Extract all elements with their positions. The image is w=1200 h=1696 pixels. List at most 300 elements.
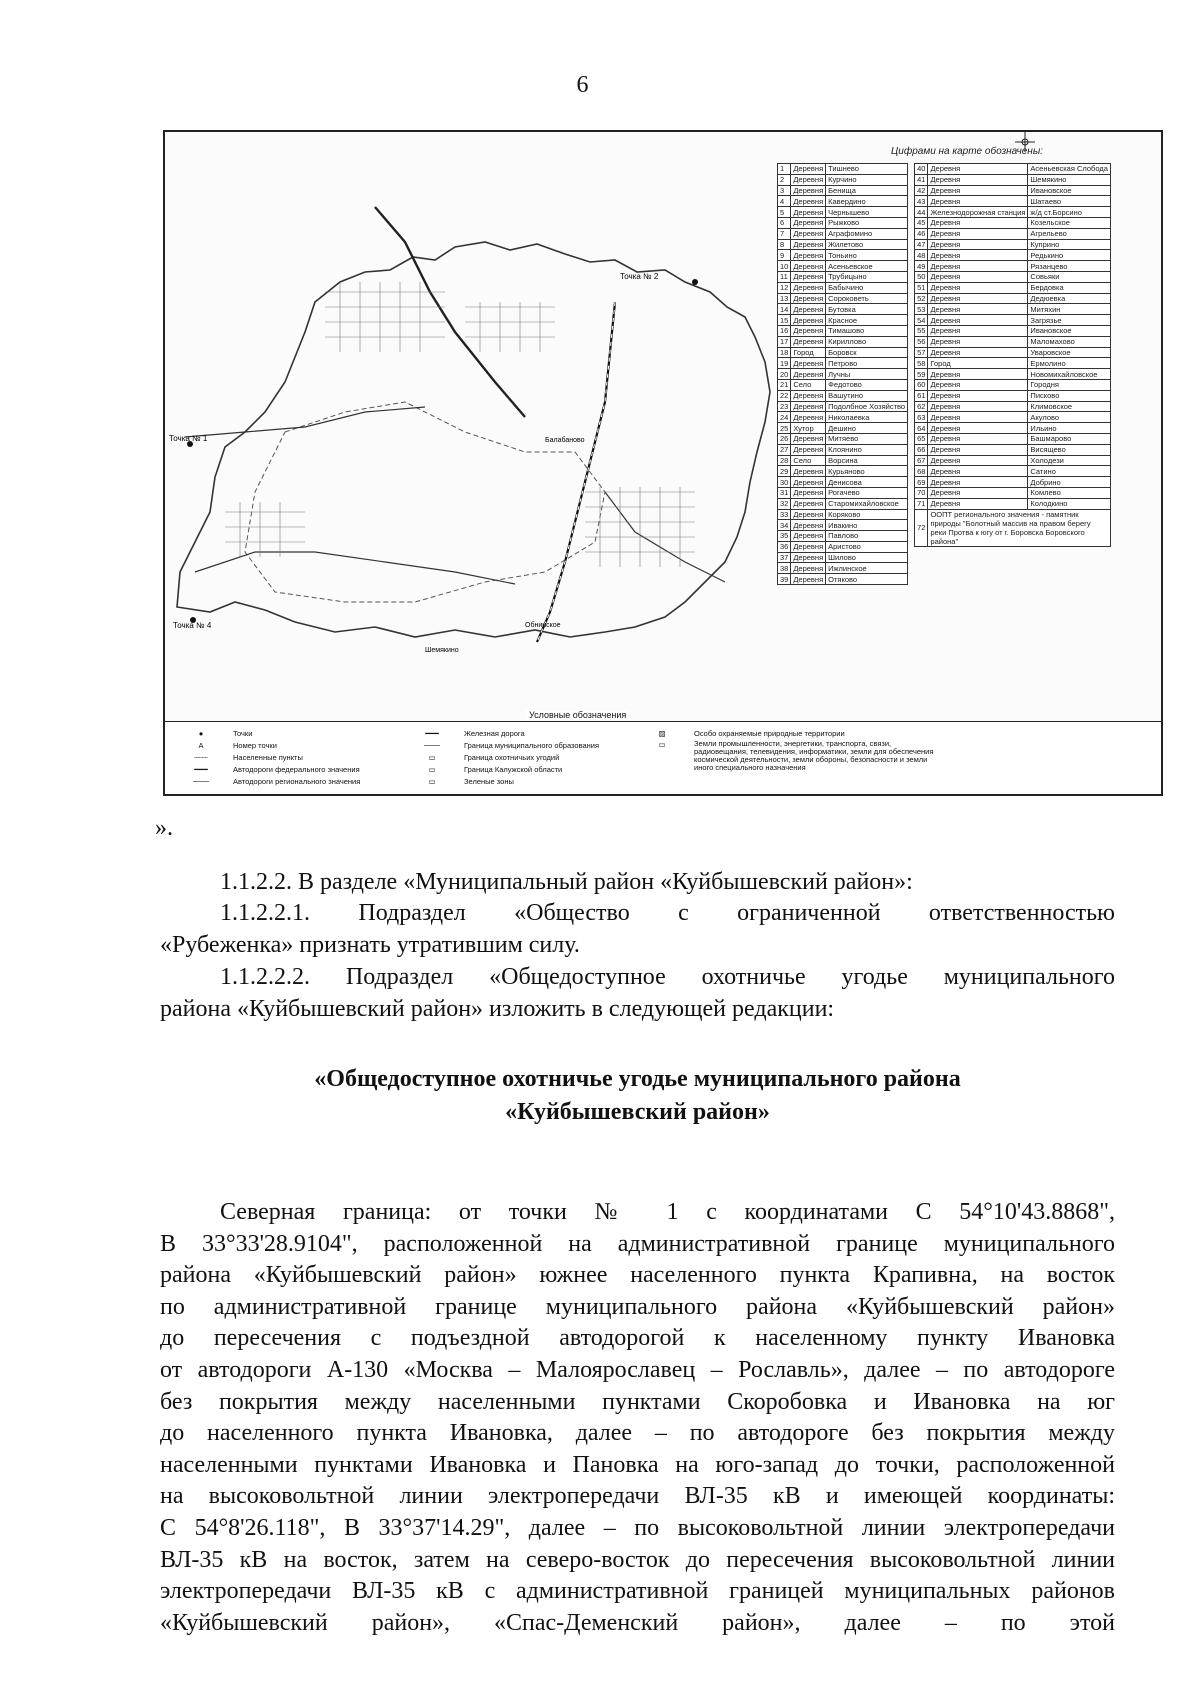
legend-cell: Ижлинское [826, 563, 908, 574]
section-heading-line-2: «Куйбышевский район» [505, 1099, 770, 1125]
legend-row [778, 358, 908, 369]
town-label: Балабаново [545, 437, 585, 444]
legend-cell: 23 [778, 401, 791, 412]
hunting-boundary [245, 402, 605, 602]
legend-cell: Тимашово [826, 325, 908, 336]
legend-row [915, 239, 1111, 250]
legend-cell: Колодкино [1028, 498, 1110, 509]
paragraph-line: от автодороги А-130 «Москва – Малоярославец – Рославль», далее – по автодороге [160, 1357, 1115, 1383]
legend-cell: Агрельево [1028, 228, 1110, 239]
legend-cell: 39 [778, 574, 791, 585]
legend-cell: Деревня [791, 401, 826, 412]
legend-row [915, 412, 1111, 423]
legend-cell: Загрязье [1028, 315, 1110, 326]
legend-row [778, 164, 908, 175]
legend-cell: Деревня [791, 304, 826, 315]
legend-cell: Деревня [928, 347, 1028, 358]
paragraph-line: электропередачи ВЛ-35 кВ с административной границей муниципальных районов [160, 1578, 1115, 1605]
legend-row [915, 304, 1111, 315]
legend-cell: 32 [778, 498, 791, 509]
legend-cell: 22 [778, 390, 791, 401]
legend-cell: Шемякино [1028, 174, 1110, 185]
legend-cell: 17 [778, 336, 791, 347]
legend-cell: Климовское [1028, 401, 1110, 412]
legend-cell: 40 [915, 164, 928, 175]
legend-row [778, 336, 908, 347]
legend-cell: Деревня [928, 250, 1028, 261]
key-label: Населенные пункты [233, 753, 303, 762]
places-table-left [777, 163, 908, 585]
legend-cell: Деревня [928, 217, 1028, 228]
legend-row [778, 509, 908, 520]
legend-row [778, 487, 908, 498]
paragraph-line: населенными пунктами Ивановка и Пановка на юго-запад до точки, расположенной [160, 1451, 1115, 1478]
legend-cell: Деревня [928, 185, 1028, 196]
legend-cell: Аристово [826, 541, 908, 552]
region-border-icon: ▭ [428, 765, 436, 774]
legend-cell: Тишнево [826, 164, 908, 175]
legend-cell: 33 [778, 509, 791, 520]
legend-row [778, 563, 908, 574]
map-key-col-2 [410, 728, 599, 788]
legend-cell: 6 [778, 217, 791, 228]
legend-cell: Деревня [791, 498, 826, 509]
legend-cell: Аграфомино [826, 228, 908, 239]
legend-cell: Бердовка [1028, 282, 1110, 293]
legend-row [915, 228, 1111, 239]
legend-cell: Деревня [791, 574, 826, 585]
district-boundary [177, 242, 770, 637]
legend-row [915, 271, 1111, 282]
legend-cell: Деревня [791, 336, 826, 347]
map-figure [163, 130, 1163, 796]
legend-row [778, 390, 908, 401]
legend-cell: 7 [778, 228, 791, 239]
legend-cell: 31 [778, 487, 791, 498]
legend-cell: Деревня [791, 325, 826, 336]
legend-cell: Деревня [791, 261, 826, 272]
legend-row [778, 401, 908, 412]
legend-cell: Деревня [928, 477, 1028, 488]
legend-cell: 41 [915, 174, 928, 185]
legend-cell: Николаевка [826, 412, 908, 423]
legend-cell: Деревня [791, 466, 826, 477]
legend-cell: Деревня [791, 369, 826, 380]
legend-cell: 64 [915, 423, 928, 434]
legend-cell: 12 [778, 282, 791, 293]
legend-cell: Деревня [791, 390, 826, 401]
paragraph-1: 1.1.2.2. В разделе «Муниципальный район «Куйбышевский район»: [220, 869, 913, 895]
legend-cell: Подолбное Хозяйство [826, 401, 908, 412]
key-label: Номер точки [233, 741, 277, 750]
legend-cell: 34 [778, 520, 791, 531]
legend-cell: Совьяки [1028, 271, 1110, 282]
legend-cell: Дешино [826, 423, 908, 434]
legend-cell: 54 [915, 315, 928, 326]
legend-row [778, 477, 908, 488]
legend-row [778, 228, 908, 239]
legend-row [778, 239, 908, 250]
legend-cell: Денисова [826, 477, 908, 488]
legend-title: Цифрами на карте обозначены: [891, 146, 1043, 157]
legend-cell: 45 [915, 217, 928, 228]
key-label: Железная дорога [464, 729, 525, 738]
legend-row [778, 325, 908, 336]
legend-cell: 25 [778, 423, 791, 434]
legend-cell: Бабычино [826, 282, 908, 293]
legend-cell: Курьяново [826, 466, 908, 477]
legend-row [778, 207, 908, 218]
legend-cell: ООПТ регионального значения - памятник природы "Болотный массив на правом берегу реки Протва к югу от г. Боровска Боровского района" [928, 509, 1110, 546]
key-label: Граница муниципального образования [464, 741, 600, 750]
legend-row [778, 293, 908, 304]
legend-row [778, 423, 908, 434]
legend-cell: 8 [778, 239, 791, 250]
legend-cell: Городня [1028, 379, 1110, 390]
legend-cell: Лучны [826, 369, 908, 380]
legend-cell: Отяково [826, 574, 908, 585]
legend-row [915, 164, 1111, 175]
legend-cell: Деревня [791, 412, 826, 423]
point-label: Точка № 1 [169, 434, 208, 443]
legend-row [915, 336, 1111, 347]
legend-cell: Деревня [791, 271, 826, 282]
legend-cell: Деревня [791, 250, 826, 261]
legend-cell: 36 [778, 541, 791, 552]
legend-row [915, 509, 1111, 546]
legend-cell: 1 [778, 164, 791, 175]
legend-cell: 10 [778, 261, 791, 272]
protected-area-icon: ▨ [658, 729, 666, 738]
legend-cell: Ильино [1028, 423, 1110, 434]
point-label: Точка № 2 [620, 272, 659, 281]
legend-row [778, 369, 908, 380]
legend-cell: Деревня [928, 196, 1028, 207]
page-number: 6 [576, 72, 589, 98]
legend-cell: Город [791, 347, 826, 358]
legend-cell: 43 [915, 196, 928, 207]
map-key-col-3 [640, 728, 940, 772]
legend-cell: Холодези [1028, 455, 1110, 466]
legend-cell: Кавердино [826, 196, 908, 207]
point-marker [692, 279, 698, 285]
legend-cell: 13 [778, 293, 791, 304]
federal-road-icon: ━━━ [194, 765, 208, 774]
legend-cell: Деревня [928, 390, 1028, 401]
legend-row [915, 196, 1111, 207]
legend-row [915, 444, 1111, 455]
legend-cell: 24 [778, 412, 791, 423]
legend-cell: 29 [778, 466, 791, 477]
legend-cell: 53 [915, 304, 928, 315]
legend-cell: 60 [915, 379, 928, 390]
legend-cell: 52 [915, 293, 928, 304]
paragraph-3-line-2: района «Куйбышевский район» изложить в следующей редакции: [160, 996, 835, 1022]
legend-row [778, 282, 908, 293]
key-label: Автодороги федерального значения [233, 765, 360, 774]
legend-row [778, 444, 908, 455]
legend-row [915, 174, 1111, 185]
railway-line [537, 302, 615, 642]
legend-cell: Добрино [1028, 477, 1110, 488]
legend-cell: 50 [915, 271, 928, 282]
legend-row [778, 574, 908, 585]
legend-cell: Деревня [928, 315, 1028, 326]
legend-row [778, 466, 908, 477]
legend-cell: Курчино [826, 174, 908, 185]
map-key [165, 710, 1161, 794]
legend-row [778, 379, 908, 390]
legend-cell: Шилово [826, 552, 908, 563]
legend-row [915, 477, 1111, 488]
legend-cell: Деревня [791, 228, 826, 239]
legend-row [915, 433, 1111, 444]
legend-row [915, 466, 1111, 477]
point-number-icon: A [198, 741, 204, 750]
legend-cell: Редькино [1028, 250, 1110, 261]
legend-cell: Деревня [928, 293, 1028, 304]
legend-cell: Деревня [791, 174, 826, 185]
legend-cell: 46 [915, 228, 928, 239]
legend-row [778, 433, 908, 444]
legend-cell: 27 [778, 444, 791, 455]
legend-cell: 61 [915, 390, 928, 401]
section-heading-line-1: «Общедоступное охотничье угодье муниципального района [314, 1066, 961, 1092]
point-label: Точка № 4 [173, 621, 212, 630]
legend-cell: Деревня [928, 304, 1028, 315]
legend-cell: Асеньевское [826, 261, 908, 272]
legend-cell: Деревня [928, 455, 1028, 466]
legend-cell: 18 [778, 347, 791, 358]
legend-cell: Деревня [928, 282, 1028, 293]
legend-cell: Деревня [791, 444, 826, 455]
legend-cell: 14 [778, 304, 791, 315]
legend-cell: Хутор [791, 423, 826, 434]
paragraph-line: района «Куйбышевский район» южнее населенного пункта Крапивна, на восток [160, 1262, 1115, 1289]
legend-row [778, 217, 908, 228]
legend-cell: Висящево [1028, 444, 1110, 455]
legend-cell: 5 [778, 207, 791, 218]
legend-cell: Федотово [826, 379, 908, 390]
legend-row [915, 261, 1111, 272]
legend-cell: 67 [915, 455, 928, 466]
legend-cell: Писково [1028, 390, 1110, 401]
legend-cell: 48 [915, 250, 928, 261]
legend-cell: Деревня [791, 563, 826, 574]
legend-cell: 37 [778, 552, 791, 563]
legend-cell: Сороковеть [826, 293, 908, 304]
legend-row [778, 250, 908, 261]
legend-row [778, 552, 908, 563]
legend-cell: 38 [778, 563, 791, 574]
legend-cell: Клоянино [826, 444, 908, 455]
legend-cell: 59 [915, 369, 928, 380]
legend-cell: Деревня [928, 174, 1028, 185]
legend-cell: Деревня [791, 487, 826, 498]
legend-cell: Деревня [928, 444, 1028, 455]
legend-cell: Деревня [928, 239, 1028, 250]
paragraph-line: ВЛ-35 кВ на восток, затем на северо-восток до пересечения высоковольтной линии [160, 1546, 1115, 1573]
legend-cell: Боровск [826, 347, 908, 358]
key-label: Земли промышленности, энергетики, транспорта, связи, радиовещания, телевидения, информатики, земли для обеспечения космической деятельности, земли обороны, безопасности и земли иного специального назначения [694, 739, 934, 772]
map-key-col-1 [179, 728, 360, 788]
legend-row [778, 520, 908, 531]
legend-cell: Деревня [928, 433, 1028, 444]
legend-cell: Коряково [826, 509, 908, 520]
legend-cell: 72 [915, 509, 928, 546]
legend-cell: Деревня [791, 239, 826, 250]
point-symbol-icon: ● [198, 729, 204, 738]
legend-cell: Асеньевская Слобода [1028, 164, 1110, 175]
legend-cell: Деревня [791, 217, 826, 228]
legend-row [915, 293, 1111, 304]
key-label: Граница Калужской области [464, 765, 563, 774]
quote-close: ». [155, 815, 173, 841]
legend-row [915, 250, 1111, 261]
legend-row [915, 369, 1111, 380]
legend-cell: Новомихайловское [1028, 369, 1110, 380]
key-label: Автодороги регионального значения [233, 777, 361, 786]
municipal-border-icon: ─── [424, 741, 440, 750]
legend-cell: Деревня [791, 520, 826, 531]
legend-cell: Тоньино [826, 250, 908, 261]
legend-cell: Чернышево [826, 207, 908, 218]
legend-cell: Бенища [826, 185, 908, 196]
legend-cell: Маломахово [1028, 336, 1110, 347]
legend-cell: Деревня [928, 228, 1028, 239]
legend-cell: Деревня [791, 185, 826, 196]
legend-cell: Деревня [791, 531, 826, 542]
legend-row [915, 217, 1111, 228]
legend-cell: 65 [915, 433, 928, 444]
legend-cell: Деревня [791, 164, 826, 175]
legend-cell: Деревня [928, 412, 1028, 423]
legend-cell: Деревня [791, 282, 826, 293]
legend-cell: Деревня [928, 466, 1028, 477]
legend-cell: Деревня [791, 315, 826, 326]
town-label: Шемякино [425, 647, 459, 654]
regional-road-icon: ─── [193, 777, 209, 786]
legend-cell: 3 [778, 185, 791, 196]
paragraph-line: до пересечения с подъездной автодорогой к населенному пункту Ивановка [160, 1325, 1115, 1352]
town-label: Обнинское [525, 622, 561, 629]
legend-cell: 20 [778, 369, 791, 380]
legend-cell: Село [791, 455, 826, 466]
legend-row [915, 487, 1111, 498]
key-label: Граница охотничьих угодий [464, 753, 560, 762]
legend-row [778, 196, 908, 207]
legend-cell: 63 [915, 412, 928, 423]
paragraph-3-line-1: 1.1.2.2.2. Подраздел «Общедоступное охотничье угодье муниципального [220, 964, 1115, 990]
legend-cell: Деревня [791, 358, 826, 369]
legend-cell: Деревня [928, 369, 1028, 380]
legend-cell: Деревня [928, 336, 1028, 347]
legend-row [915, 498, 1111, 509]
legend-row [915, 455, 1111, 466]
legend-cell: 47 [915, 239, 928, 250]
legend-cell: 35 [778, 531, 791, 542]
green-zone-icon: ▭ [428, 777, 436, 786]
legend-row [915, 390, 1111, 401]
legend-row [915, 185, 1111, 196]
legend-cell: Сатино [1028, 466, 1110, 477]
legend-cell: ж/д ст.Борсино [1028, 207, 1110, 218]
legend-row [778, 185, 908, 196]
legend-cell: 42 [915, 185, 928, 196]
legend-cell: 66 [915, 444, 928, 455]
legend-row [778, 304, 908, 315]
legend-row [778, 498, 908, 509]
legend-cell: Деревня [791, 207, 826, 218]
legend-cell: Красное [826, 315, 908, 326]
legend-cell: Город [928, 358, 1028, 369]
legend-cell: Ворсина [826, 455, 908, 466]
legend-cell: Деревня [791, 541, 826, 552]
legend-cell: Рогачево [826, 487, 908, 498]
legend-row [915, 315, 1111, 326]
legend-row [915, 358, 1111, 369]
legend-cell: Уваровское [1028, 347, 1110, 358]
paragraph-line: «Куйбышевский район», «Спас-Деменский район», далее – по этой [160, 1609, 1115, 1636]
legend-cell: 44 [915, 207, 928, 218]
legend-cell: 11 [778, 271, 791, 282]
settlement-grid [225, 282, 695, 567]
key-label: Особо охраняемые природные территории [694, 729, 845, 738]
legend-cell: 70 [915, 487, 928, 498]
hunting-border-icon: ▭ [428, 753, 436, 762]
legend-cell: 16 [778, 325, 791, 336]
legend-cell: 71 [915, 498, 928, 509]
legend-cell: Петрово [826, 358, 908, 369]
map-legend-panel [777, 136, 1157, 585]
legend-cell: Село [791, 379, 826, 390]
paragraph-2-line-1: 1.1.2.2.1. Подраздел «Общество с ограниченной ответственностью [220, 900, 1115, 926]
legend-cell: Железнодорожная станция [928, 207, 1028, 218]
legend-cell: Деревня [928, 401, 1028, 412]
legend-cell: 49 [915, 261, 928, 272]
legend-cell: Вашутино [826, 390, 908, 401]
federal-road [375, 207, 525, 417]
legend-cell: Деревня [928, 261, 1028, 272]
paragraph-line: на высоковольтной линии электропередачи ВЛ-35 кВ и имеющей координаты: [160, 1483, 1115, 1510]
legend-cell: Кириллово [826, 336, 908, 347]
legend-cell: Ермолино [1028, 358, 1110, 369]
legend-row [915, 282, 1111, 293]
legend-row [915, 423, 1111, 434]
key-label: Точки [233, 729, 253, 738]
legend-row [915, 207, 1111, 218]
legend-cell: Деревня [928, 325, 1028, 336]
legend-cell: 57 [915, 347, 928, 358]
legend-cell: Комлево [1028, 487, 1110, 498]
paragraph-line: Северная граница: от точки № 1 с координатами С 54°10'43.8868", [220, 1199, 1115, 1225]
legend-cell: 56 [915, 336, 928, 347]
legend-cell: Акулово [1028, 412, 1110, 423]
legend-cell: Старомихайловское [826, 498, 908, 509]
legend-cell: Рыжково [826, 217, 908, 228]
legend-cell: 62 [915, 401, 928, 412]
legend-cell: Деревня [928, 379, 1028, 390]
legend-row [778, 531, 908, 542]
legend-cell: Деревня [791, 477, 826, 488]
legend-cell: Деревня [928, 498, 1028, 509]
legend-cell: Дедюевка [1028, 293, 1110, 304]
legend-cell: 69 [915, 477, 928, 488]
legend-row [778, 271, 908, 282]
legend-cell: 2 [778, 174, 791, 185]
legend-cell: Ивановское [1028, 325, 1110, 336]
legend-cell: Бутовка [826, 304, 908, 315]
